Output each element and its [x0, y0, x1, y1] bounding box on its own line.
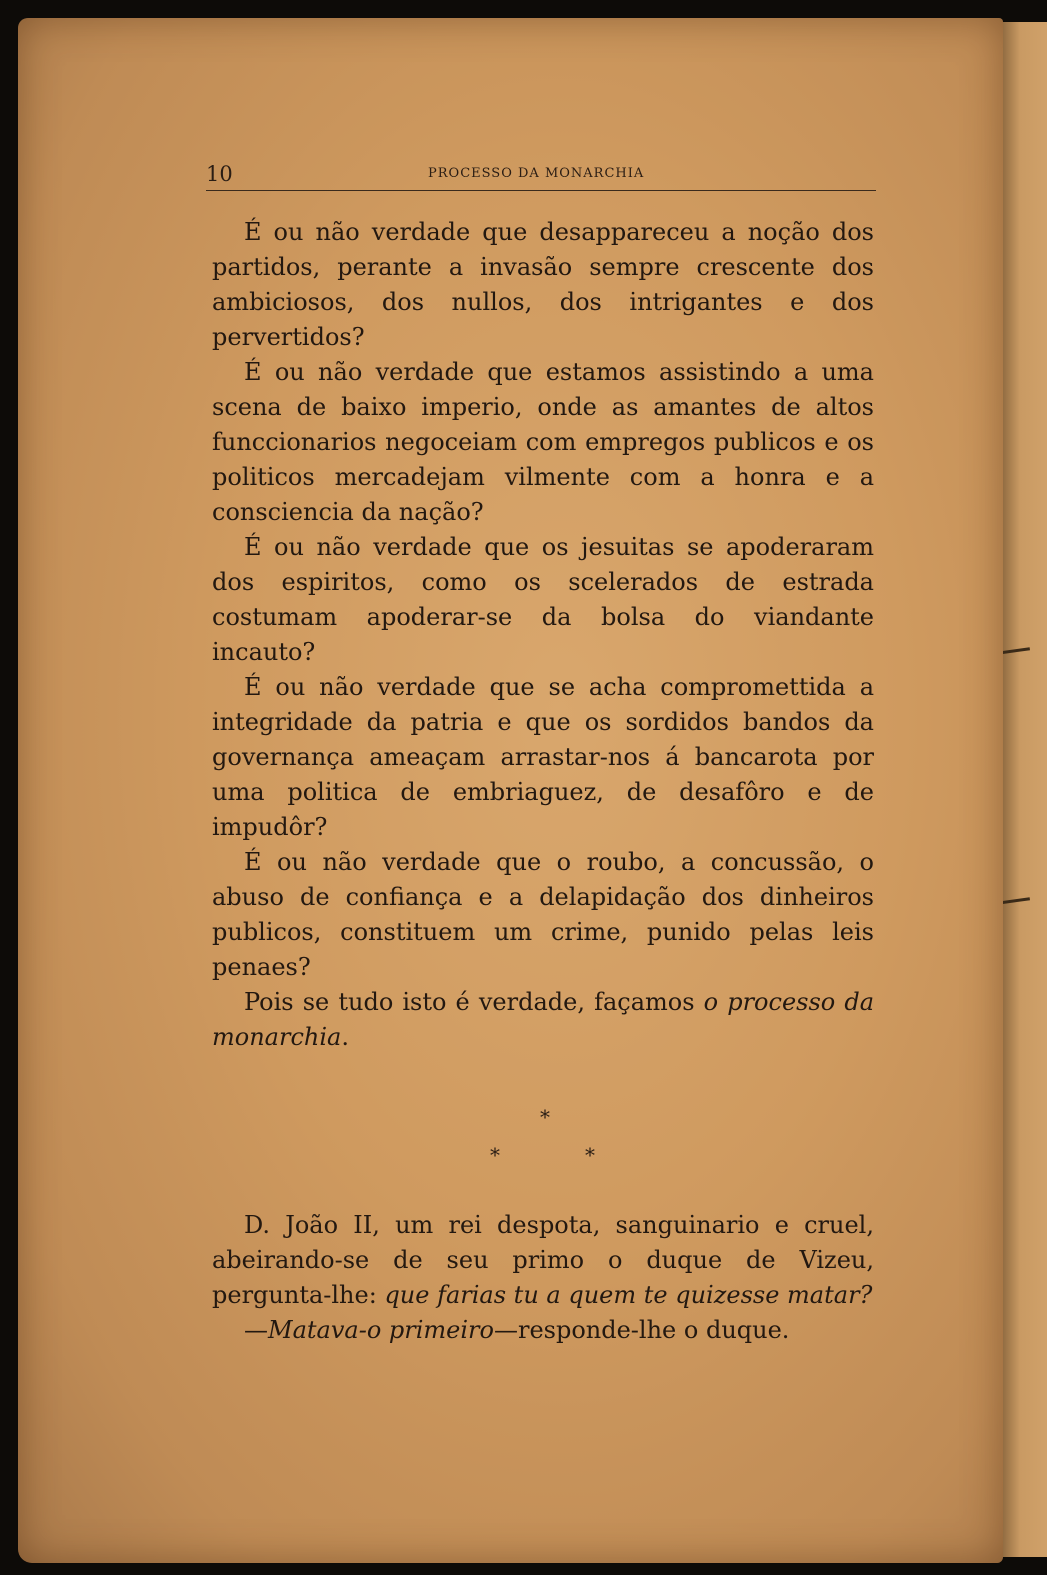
anecdote-text [212, 1208, 874, 1348]
asterism-separator [460, 1105, 640, 1165]
anecdote-intro: D. João II, um rei despota, sanguinario e cruel, abeirando-se de seu primo o duque de Vizeu, pergunta-lhe: [212, 1211, 874, 1309]
reply-italic: Matava-o primeiro [268, 1316, 494, 1344]
anecdote-question: que farias tu a quem te quizesse matar? [384, 1281, 873, 1309]
main-text [212, 215, 874, 1055]
adjacent-page-edge [1000, 22, 1047, 1557]
conclusion-italic: o processo da monarchia [212, 988, 875, 1051]
paragraph: É ou não verdade que os jesuitas se apoderaram dos espiritos, como os scelerados de estrada costumam apoderar-se da bolsa do viandante incauto? [212, 533, 874, 666]
reply-rest: —responde-lhe o duque. [493, 1316, 790, 1344]
paragraph: É ou não verdade que se acha compromettida a integridade da patria e que os sordidos bandos da governança ameaçam arrastar-nos á bancarota por uma politica de embriaguez, de desafôro e de impudôr? [212, 673, 874, 841]
paragraph: É ou não verdade que o roubo, a concussão, o abuso de confiança e a delapidação dos dinheiros publicos, constituem um crime, punido pelas leis penaes? [212, 848, 874, 981]
running-title: PROCESSO DA MONARCHIA [428, 166, 645, 181]
conclusion-text: Pois se tudo isto é verdade, façamos [244, 988, 704, 1016]
page-number: 10 [206, 162, 233, 186]
asterism-star: * [585, 1143, 595, 1167]
conclusion-paragraph [212, 985, 874, 1055]
anecdote-reply [212, 1313, 874, 1348]
reply-dash: — [244, 1316, 268, 1344]
asterism-star: * [490, 1143, 500, 1167]
asterism-star: * [540, 1105, 550, 1129]
conclusion-end: . [341, 1023, 349, 1051]
anecdote-paragraph [212, 1208, 874, 1313]
paragraph: É ou não verdade que estamos assistindo a uma scena de baixo imperio, onde as amantes de altos funccionarios negoceiam com empregos publicos e os politicos mercadejam vilmente com a honra e a consciencia da nação? [212, 358, 874, 526]
paragraph: É ou não verdade que desappareceu a noção dos partidos, perante a invasão sempre crescente dos ambiciosos, dos nullos, dos intrigantes e dos pervertidos? [212, 218, 874, 351]
page-header [206, 160, 876, 191]
